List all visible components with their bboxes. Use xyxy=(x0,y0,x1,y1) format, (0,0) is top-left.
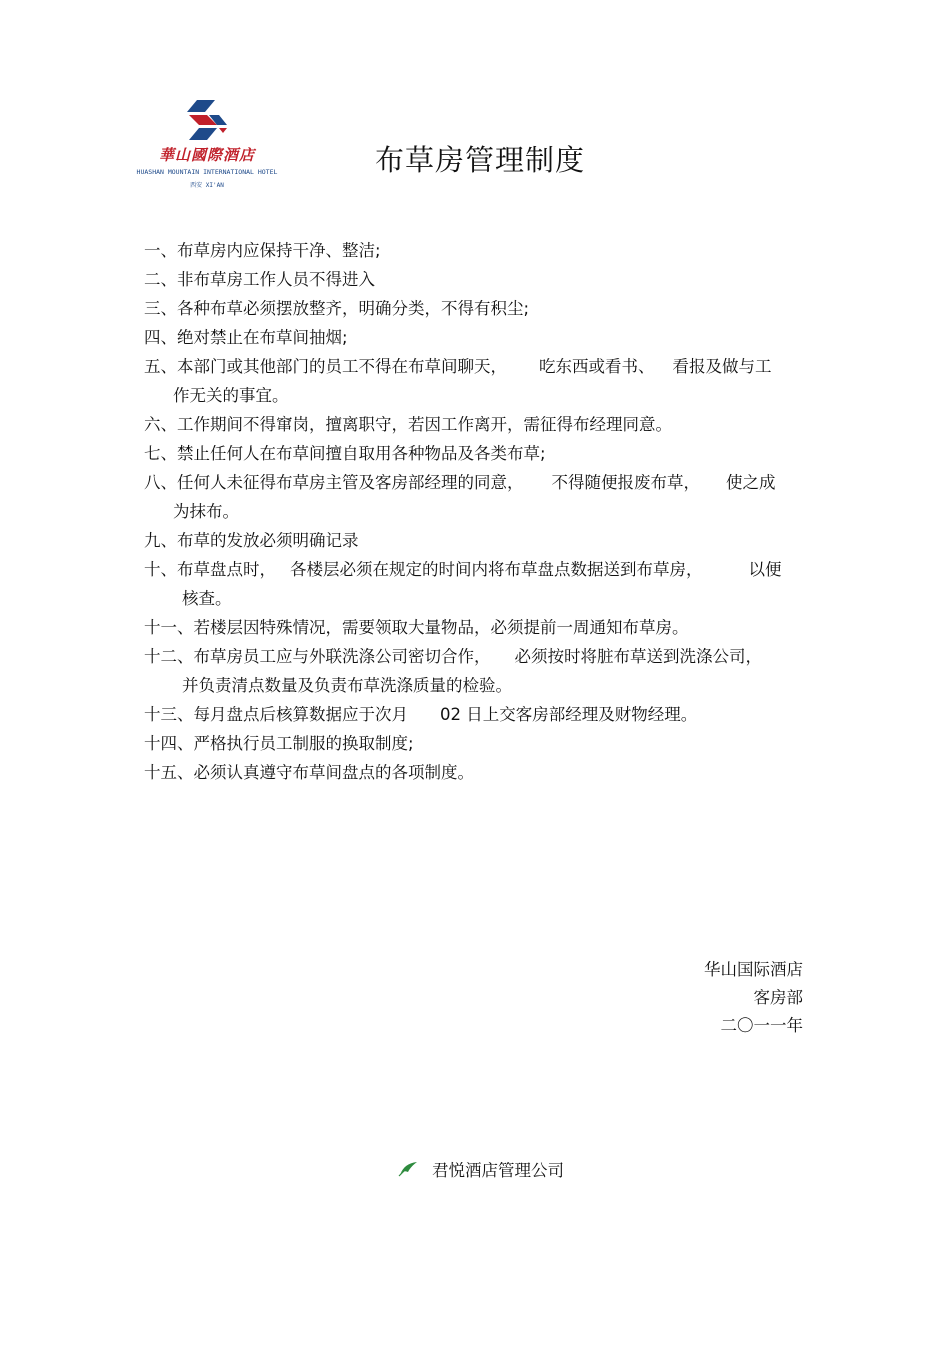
rule-text: 以便 xyxy=(748,560,782,579)
rule-text: 看报及做与工 xyxy=(672,357,772,376)
rule-item xyxy=(144,265,814,294)
rule-item xyxy=(144,642,814,700)
rule-text: 使之成 xyxy=(726,473,776,492)
rule-text: 不得随便报废布草， xyxy=(551,473,700,492)
rule-text: 十二、布草房员工应与外联洗涤公司密切合作， xyxy=(144,647,491,666)
signature-department: 客房部 xyxy=(753,988,803,1007)
rule-text: 五、本部门或其他部门的员工不得在布草间聊天， xyxy=(144,357,507,376)
rule-item xyxy=(144,236,814,265)
rule-text: 一、布草房内应保持干净、整洁; xyxy=(144,241,381,260)
rule-text: 六、工作期间不得窜岗，擅离职守，若因工作离开，需征得布经理同意。 xyxy=(144,415,672,434)
rule-text: 02 日上交客房部经理及财物经理。 xyxy=(440,705,698,724)
rule-text-continued: 核查。 xyxy=(182,589,232,608)
rule-item xyxy=(144,352,814,410)
rule-text: 七、禁止任何人在布草间擅自取用各种物品及各类布草; xyxy=(144,444,546,463)
rule-text: 必须按时将脏布草送到洗涤公司， xyxy=(514,647,762,666)
rule-item xyxy=(144,323,814,352)
rules-list xyxy=(144,236,814,787)
rule-text: 十五、必须认真遵守布草间盘点的各项制度。 xyxy=(144,763,474,782)
rule-item xyxy=(144,758,814,787)
rule-item xyxy=(144,555,814,613)
rule-text: 各楼层必须在规定的时间内将布草盘点数据送到布草房， xyxy=(290,560,703,579)
signature-year: 二〇一一年 xyxy=(720,1016,803,1035)
signature-block xyxy=(704,956,803,1040)
rule-item xyxy=(144,439,814,468)
rule-text: 八、任何人未征得布草房主管及客房部经理的同意， xyxy=(144,473,524,492)
rule-text-continued: 作无关的事宜。 xyxy=(173,386,289,405)
rule-item xyxy=(144,526,814,555)
rule-text: 吃东西或看书、 xyxy=(539,357,655,376)
rule-item xyxy=(144,729,814,758)
company-name: 君悦酒店管理公司 xyxy=(432,1161,564,1180)
rule-item xyxy=(144,410,814,439)
footer xyxy=(398,1157,564,1181)
rule-item xyxy=(144,468,814,526)
hotel-logo xyxy=(132,98,282,193)
rule-text: 九、布草的发放必须明确记录 xyxy=(144,531,359,550)
rule-text-continued: 并负责清点数量及负责布草洗涤质量的检验。 xyxy=(182,676,512,695)
rule-text: 十、布草盘点时， xyxy=(144,560,276,579)
rule-item xyxy=(144,700,814,729)
company-leaf-logo-icon xyxy=(398,1161,418,1177)
hotel-logo-en-name: HUASHAN MOUNTAIN INTERNATIONAL HOTEL xyxy=(136,168,278,176)
rule-text: 三、各种布草必须摆放整齐，明确分类，不得有积尘; xyxy=(144,299,530,318)
rule-item xyxy=(144,613,814,642)
hotel-logo-mark-icon xyxy=(185,98,229,142)
hotel-logo-city: 西安 XI'AN xyxy=(190,182,224,189)
rule-text: 二、非布草房工作人员不得进入 xyxy=(144,270,375,289)
signature-hotel: 华山国际酒店 xyxy=(704,960,803,979)
rule-text: 十四、严格执行员工制服的换取制度; xyxy=(144,734,414,753)
document-title: 布草房管理制度 xyxy=(374,143,585,177)
hotel-logo-cn-name: 華山國際酒店 xyxy=(158,146,255,164)
rule-text: 十三、每月盘点后核算数据应于次月 xyxy=(144,705,408,724)
rule-item xyxy=(144,294,814,323)
rule-text: 四、绝对禁止在布草间抽烟; xyxy=(144,328,348,347)
rule-text-continued: 为抹布。 xyxy=(173,502,239,521)
rule-text: 十一、若楼层因特殊情况，需要领取大量物品，必须提前一周通知布草房。 xyxy=(144,618,689,637)
